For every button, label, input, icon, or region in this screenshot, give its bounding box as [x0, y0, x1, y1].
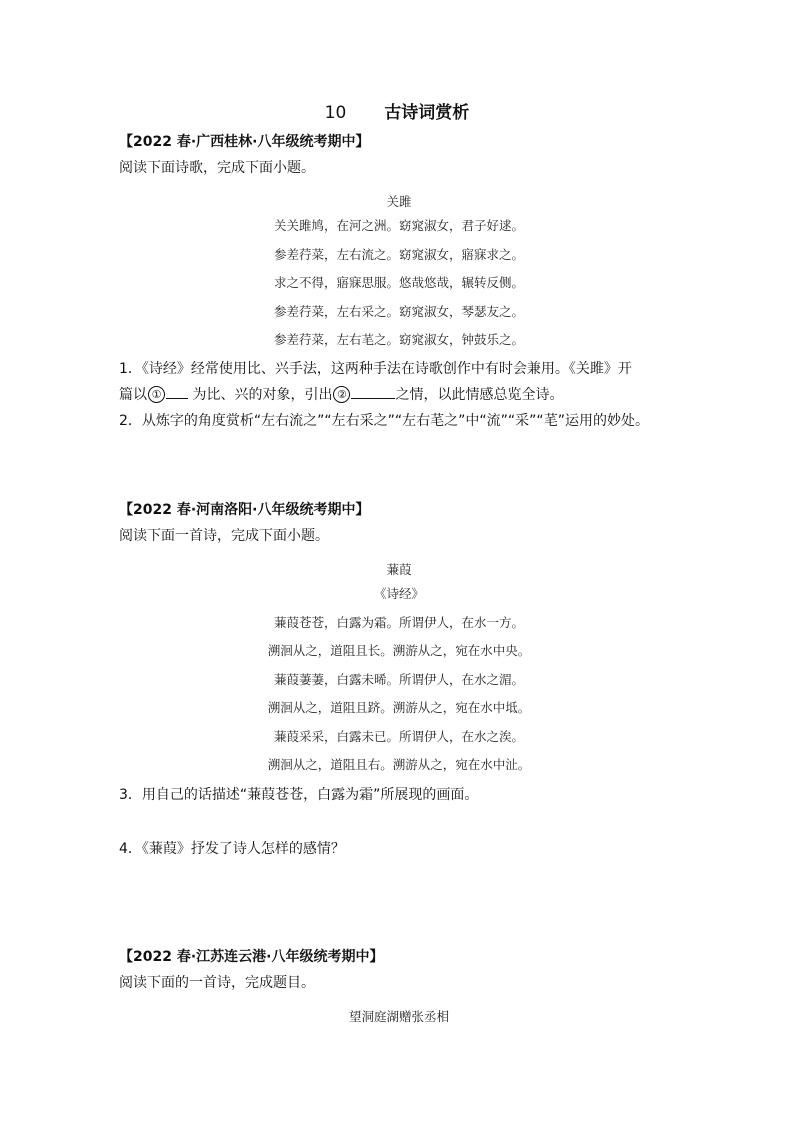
q1-text-post: 之情，以此情感总览全诗。 [395, 386, 564, 403]
poem-title: 望洞庭湖赠张丞相 [348, 1009, 449, 1024]
poem-line: 参差荇菜，左右芼之。窈窕淑女，钟鼓乐之。 [273, 332, 524, 347]
question-source: 【2022 春·河南洛阳·八年级统考期中】 [119, 502, 370, 518]
poem-line: 蒹葭采采，白露未已。所谓伊人，在水之涘。 [273, 728, 524, 744]
blank-marker-1: ① [148, 386, 165, 403]
document-title [0, 98, 794, 123]
instruction: 阅读下面诗歌，完成下面小题。 [119, 160, 315, 176]
poem-line: 参差荇菜，左右流之。窈窕淑女，寤寐求之。 [273, 246, 524, 262]
q1-text-pre: 篇以 [119, 386, 147, 403]
q1-text-mid: 为比、兴的对象，引出 [188, 386, 333, 403]
question-3: 3．用自己的话描述“蒹葭苍苍，白露为霜”所展现的画面。 [119, 786, 479, 803]
poem-jianjia [119, 560, 679, 780]
section-jianjia [119, 500, 679, 862]
title-text: 古诗词赏析 [384, 103, 470, 123]
poem-author: 《诗经》 [373, 586, 424, 601]
poem-line: 求之不得，寤寐思服。悠哉悠哉，辗转反侧。 [273, 275, 524, 290]
instruction: 阅读下面的一首诗，完成题目。 [119, 975, 315, 991]
poem-dongting [119, 1007, 679, 1027]
answer-blank-2[interactable] [351, 383, 395, 399]
question-1-line: 1．《诗经》经常使用比、兴手法，这两种手法在诗歌创作中有时会兼用。《关雎》开 [119, 360, 632, 377]
poem-guanju [119, 192, 679, 355]
answer-blank-1[interactable] [166, 383, 188, 399]
question-1-continuation [119, 382, 679, 408]
blank-marker-2: ② [333, 386, 350, 403]
question-1 [119, 356, 679, 408]
poem-line: 蒹葭萋萋，白露未晞。所谓伊人，在水之湄。 [273, 671, 524, 687]
section-guanju [119, 132, 679, 434]
poem-line: 蒹葭苍苍，白露为霜。所谓伊人，在水一方。 [273, 614, 524, 630]
section-dongting [119, 947, 679, 1027]
poem-title: 蒹葭 [386, 562, 412, 577]
poem-line: 溯洄从之，道阻且右。溯游从之，宛在水中沚。 [267, 757, 531, 772]
poem-line: 参差荇菜，左右采之。窈窕淑女，琴瑟友之。 [273, 303, 524, 319]
poem-title: 关雎 [386, 194, 412, 209]
question-2: 2．从炼字的角度赏析“左右流之”“左右采之”“左右芼之”中“流”“采”“芼”运用的妙处。 [119, 412, 649, 429]
poem-line: 溯洄从之，道阻且长。溯游从之，宛在水中央。 [267, 643, 531, 658]
title-number: 10 [324, 103, 347, 123]
question-4: 4．《蒹葭》抒发了诗人怎样的感情？ [119, 840, 345, 857]
poem-line: 关关雎鸠，在河之洲。窈窕淑女，君子好逑。 [273, 218, 524, 233]
instruction: 阅读下面一首诗，完成下面小题。 [119, 528, 329, 544]
poem-line: 溯洄从之，道阻且跻。溯游从之，宛在水中坻。 [267, 700, 531, 715]
question-source: 【2022 春·江苏连云港·八年级统考期中】 [119, 949, 384, 965]
question-source: 【2022 春·广西桂林·八年级统考期中】 [119, 134, 370, 150]
